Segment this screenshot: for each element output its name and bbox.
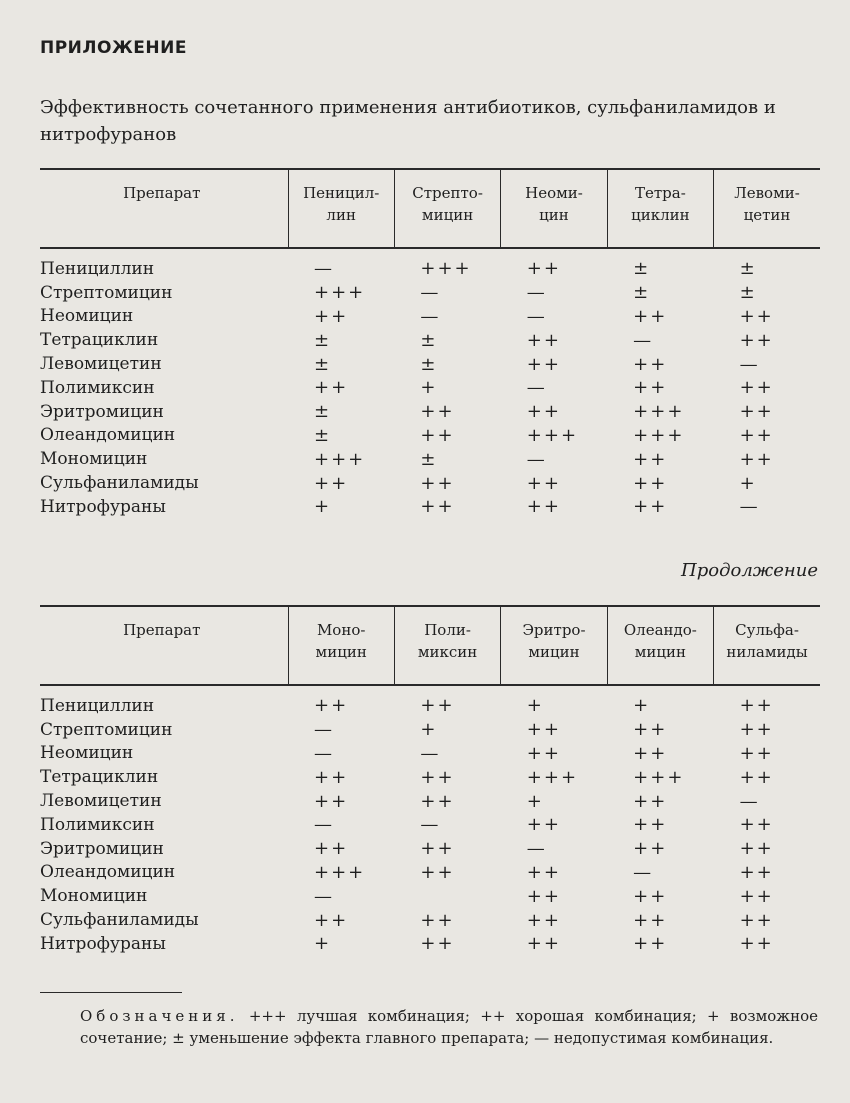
combination-cell: ++ bbox=[526, 353, 561, 375]
combination-cell: ++ bbox=[739, 838, 774, 860]
combination-cell: — bbox=[420, 282, 441, 304]
combination-cell: + bbox=[314, 496, 332, 518]
combination-cell: ± bbox=[633, 258, 651, 280]
combination-cell: ++ bbox=[526, 814, 561, 836]
combination-cell: ++ bbox=[420, 424, 455, 446]
combination-cell: +++ bbox=[633, 766, 685, 788]
combination-cell: ++ bbox=[633, 742, 668, 764]
drug-name: Пенициллин bbox=[40, 258, 155, 279]
combination-cell: ++ bbox=[526, 933, 561, 955]
combination-cell: — bbox=[739, 353, 760, 375]
combination-cell: ++ bbox=[420, 838, 455, 860]
combination-cell: ++ bbox=[633, 790, 668, 812]
table-row bbox=[40, 932, 820, 956]
header-column: Сульфа- ниламиды bbox=[714, 606, 820, 685]
drug-name: Неомицин bbox=[40, 306, 134, 327]
drug-name: Мономицин bbox=[40, 886, 148, 907]
drug-name: Пенициллин bbox=[40, 695, 155, 716]
drug-name: Эритромицин bbox=[40, 838, 164, 859]
combination-cell: ++ bbox=[314, 472, 349, 494]
table-row bbox=[40, 789, 820, 813]
combination-cell: ++ bbox=[739, 909, 774, 931]
combination-cell: ++ bbox=[739, 401, 774, 423]
combination-cell: ++ bbox=[633, 885, 668, 907]
table-row bbox=[40, 447, 820, 471]
combination-cell: ++ bbox=[420, 861, 455, 883]
combination-cell: ++ bbox=[420, 790, 455, 812]
combination-cell: ++ bbox=[526, 496, 561, 518]
footnote-divider bbox=[40, 992, 182, 993]
combination-cell: ++ bbox=[739, 933, 774, 955]
header-column: Неоми- цин bbox=[501, 169, 607, 248]
combination-cell: — bbox=[739, 790, 760, 812]
drug-name: Полимиксин bbox=[40, 814, 155, 835]
table-row bbox=[40, 884, 820, 908]
combination-cell: ++ bbox=[420, 909, 455, 931]
combination-table-1 bbox=[40, 168, 820, 519]
table-row bbox=[40, 376, 820, 400]
drug-name: Олеандомицин bbox=[40, 862, 176, 883]
combination-cell: ++ bbox=[526, 401, 561, 423]
combination-cell: ++ bbox=[633, 814, 668, 836]
combination-cell: ++ bbox=[739, 695, 774, 717]
combination-cell: +++ bbox=[526, 766, 579, 788]
combination-cell: +++ bbox=[314, 448, 366, 470]
combination-cell: ++ bbox=[526, 742, 561, 764]
combination-cell: — bbox=[526, 282, 547, 304]
table-row bbox=[40, 248, 820, 281]
combination-cell: ++ bbox=[739, 424, 774, 446]
combination-cell: ++ bbox=[526, 885, 561, 907]
combination-cell: — bbox=[633, 861, 654, 883]
combination-cell: ++ bbox=[633, 909, 668, 931]
header-drug: Препарат bbox=[40, 606, 288, 685]
combination-cell: ++ bbox=[314, 790, 349, 812]
drug-name: Стрептомицин bbox=[40, 719, 173, 740]
table-row bbox=[40, 495, 820, 519]
appendix-heading: ПРИЛОЖЕНИЕ bbox=[40, 38, 187, 58]
combination-cell: + bbox=[420, 719, 438, 741]
combination-cell: + bbox=[314, 933, 332, 955]
table-row bbox=[40, 400, 820, 424]
combination-cell: — bbox=[314, 742, 334, 764]
header-column: Эритро- мицин bbox=[501, 606, 607, 685]
combination-cell: ++ bbox=[420, 766, 455, 788]
combination-cell: ++ bbox=[526, 329, 561, 351]
combination-cell: + bbox=[739, 472, 757, 494]
header-column: Тетра- циклин bbox=[607, 169, 713, 248]
combination-cell: ++ bbox=[314, 909, 349, 931]
combination-cell: ++ bbox=[739, 719, 774, 741]
table-row bbox=[40, 281, 820, 305]
table-row bbox=[40, 813, 820, 837]
header-column: Левоми- цетин bbox=[714, 169, 820, 248]
continuation-label: Продолжение bbox=[681, 560, 818, 581]
drug-name: Левомицетин bbox=[40, 791, 162, 812]
combination-cell: ++ bbox=[420, 496, 455, 518]
combination-cell: + bbox=[633, 695, 651, 717]
table-row bbox=[40, 765, 820, 789]
combination-cell: ++ bbox=[314, 838, 349, 860]
combination-cell: — bbox=[314, 719, 334, 741]
combination-cell: — bbox=[314, 258, 334, 280]
combination-cell: ± bbox=[314, 401, 332, 423]
combination-cell: ++ bbox=[739, 766, 774, 788]
drug-name: Неомицин bbox=[40, 743, 134, 764]
combination-cell: ++ bbox=[526, 719, 561, 741]
combination-cell: ++ bbox=[420, 401, 455, 423]
combination-cell: + bbox=[420, 377, 438, 399]
combination-cell: — bbox=[526, 448, 547, 470]
combination-cell: — bbox=[526, 305, 547, 327]
combination-cell: ++ bbox=[633, 496, 668, 518]
combination-cell: — bbox=[420, 814, 441, 836]
combination-cell: ± bbox=[739, 282, 757, 304]
legend-label: Обозначения. bbox=[80, 1007, 239, 1025]
combination-cell: ++ bbox=[633, 472, 668, 494]
combination-cell: + bbox=[526, 695, 544, 717]
combination-cell: ++ bbox=[739, 885, 774, 907]
drug-name: Нитрофураны bbox=[40, 933, 166, 954]
combination-cell: + bbox=[526, 790, 544, 812]
combination-cell: +++ bbox=[526, 424, 579, 446]
combination-cell: — bbox=[420, 742, 441, 764]
header-column: Стрепто- мицин bbox=[394, 169, 500, 248]
combination-cell: ± bbox=[420, 329, 438, 351]
combination-cell: ++ bbox=[420, 472, 455, 494]
combination-cell: ++ bbox=[633, 305, 668, 327]
combination-cell: — bbox=[526, 838, 547, 860]
combination-cell: ++ bbox=[633, 838, 668, 860]
combination-cell: ± bbox=[314, 353, 332, 375]
combination-cell: ± bbox=[314, 424, 332, 446]
combination-cell bbox=[394, 884, 500, 908]
table-row bbox=[40, 837, 820, 861]
table-row bbox=[40, 685, 820, 718]
combination-cell: ± bbox=[420, 448, 438, 470]
combination-cell: — bbox=[633, 329, 654, 351]
drug-name: Стрептомицин bbox=[40, 282, 173, 303]
combination-cell: — bbox=[314, 885, 334, 907]
table-row bbox=[40, 861, 820, 885]
combination-cell: ++ bbox=[526, 472, 561, 494]
table-row bbox=[40, 352, 820, 376]
combination-cell: ++ bbox=[633, 448, 668, 470]
combination-cell: ++ bbox=[739, 377, 774, 399]
combination-cell: ± bbox=[633, 282, 651, 304]
legend-text: +++ лучшая комбинация; ++ хорошая комбинация; + возможное сочетание; ± уменьшение эффекта главного препарата; — недопустимая комбинация. bbox=[80, 1007, 818, 1047]
combination-cell: ++ bbox=[526, 909, 561, 931]
combination-cell: ++ bbox=[633, 719, 668, 741]
header-column: Моно- мицин bbox=[288, 606, 394, 685]
table-row bbox=[40, 471, 820, 495]
combination-cell: ++ bbox=[633, 353, 668, 375]
drug-name: Мономицин bbox=[40, 449, 148, 470]
combination-cell: +++ bbox=[314, 861, 366, 883]
combination-cell: — bbox=[420, 305, 441, 327]
header-drug: Препарат bbox=[40, 169, 288, 248]
drug-name: Тетрациклин bbox=[40, 767, 159, 788]
combination-cell: ++ bbox=[420, 933, 455, 955]
combination-cell: ± bbox=[739, 258, 757, 280]
table-row bbox=[40, 424, 820, 448]
combination-cell: ++ bbox=[314, 766, 349, 788]
drug-name: Олеандомицин bbox=[40, 425, 176, 446]
combination-cell: +++ bbox=[633, 401, 685, 423]
combination-cell: +++ bbox=[314, 282, 366, 304]
page-title: Эффективность сочетанного применения антибиотиков, сульфаниламидов и нитрофуранов bbox=[40, 97, 776, 145]
combination-cell: ++ bbox=[526, 861, 561, 883]
combination-cell: ++ bbox=[739, 742, 774, 764]
combination-cell: ± bbox=[420, 353, 438, 375]
table-row bbox=[40, 305, 820, 329]
combination-cell: ++ bbox=[739, 814, 774, 836]
table-row bbox=[40, 328, 820, 352]
combination-cell: — bbox=[526, 377, 547, 399]
drug-name: Левомицетин bbox=[40, 354, 162, 375]
combination-cell: ++ bbox=[526, 258, 561, 280]
table-row bbox=[40, 718, 820, 742]
combination-cell: ++ bbox=[739, 861, 774, 883]
combination-cell: ++ bbox=[633, 933, 668, 955]
combination-cell: ++ bbox=[420, 695, 455, 717]
drug-name: Нитрофураны bbox=[40, 496, 166, 517]
legend-notes bbox=[80, 1006, 818, 1049]
combination-cell: ++ bbox=[633, 377, 668, 399]
combination-table-2 bbox=[40, 605, 820, 956]
combination-cell: ± bbox=[314, 329, 332, 351]
combination-cell: +++ bbox=[420, 258, 472, 280]
combination-cell: ++ bbox=[314, 305, 349, 327]
combination-cell: — bbox=[739, 496, 760, 518]
header-column: Поли- миксин bbox=[394, 606, 500, 685]
drug-name: Полимиксин bbox=[40, 377, 155, 398]
combination-cell: ++ bbox=[739, 305, 774, 327]
combination-cell: ++ bbox=[314, 695, 349, 717]
combination-cell: ++ bbox=[739, 448, 774, 470]
drug-name: Тетрациклин bbox=[40, 330, 159, 351]
header-column: Олеандо- мицин bbox=[607, 606, 713, 685]
table-row bbox=[40, 908, 820, 932]
drug-name: Эритромицин bbox=[40, 401, 164, 422]
header-column: Пеницил- лин bbox=[288, 169, 394, 248]
drug-name: Сульфаниламиды bbox=[40, 473, 199, 494]
combination-cell: ++ bbox=[314, 377, 349, 399]
combination-cell: ++ bbox=[739, 329, 774, 351]
drug-name: Сульфаниламиды bbox=[40, 910, 199, 931]
table-row bbox=[40, 742, 820, 766]
combination-cell: — bbox=[314, 814, 334, 836]
combination-cell: +++ bbox=[633, 424, 685, 446]
